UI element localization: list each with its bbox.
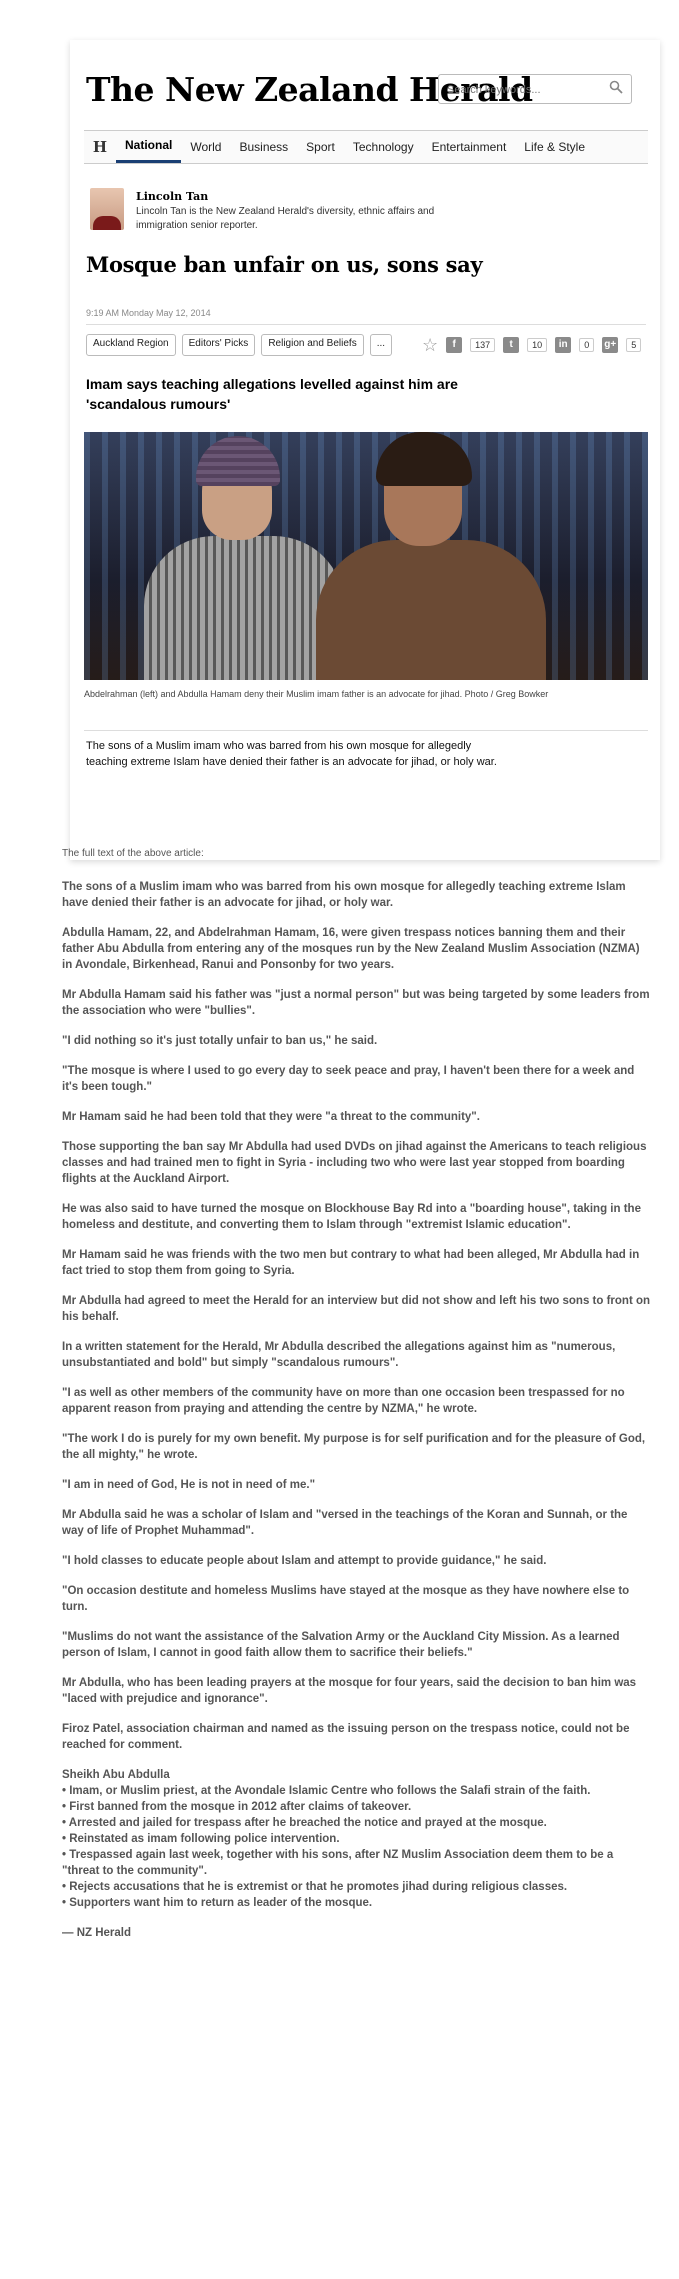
paragraph: Mr Abdulla Hamam said his father was "just a normal person" but was being targeted by some leaders from the association who were "bullies". [62, 989, 650, 1017]
paragraph: Abdulla Hamam, 22, and Abdelrahman Hamam, 16, were given trespass notices banning them and their father Abu Abdulla from entering any of the mosques run by the New Zealand Muslim Association (NZMA) in Avondale, Birkenhead, Ranui and Ponsonby for two years. [62, 927, 640, 971]
article-date: 9:19 AM Monday May 12, 2014 [86, 308, 211, 318]
nav-item-national[interactable]: National [116, 131, 181, 163]
divider [84, 730, 648, 731]
paragraph: "On occasion destitute and homeless Muslims have stayed at the mosque as they have nowhere else to turn. [62, 1585, 630, 1613]
person-left-shirt [144, 536, 344, 680]
tag-religion-and-beliefs[interactable]: Religion and Beliefs [261, 334, 363, 356]
nav-item-business[interactable]: Business [239, 140, 289, 154]
divider [86, 324, 646, 325]
paragraph: Mr Abdulla said he was a scholar of Islam and "versed in the teachings of the Koran and Sunnah, or the way of life of Prophet Muhammad". [62, 1509, 628, 1537]
linkedin-count: 0 [579, 338, 594, 352]
paragraph: In a written statement for the Herald, Mr Abdulla described the allegations against him as "numerous, unsubstantiated and bold" but simply "scandalous rumours". [62, 1341, 616, 1369]
search-icon[interactable] [609, 80, 623, 94]
star-icon[interactable]: ☆ [422, 335, 439, 355]
facebook-icon[interactable]: f [446, 337, 462, 353]
paragraph: "The work I do is purely for my own benefit. My purpose is for self purification and for the pleasure of God, the all mighty," he wrote. [62, 1433, 646, 1461]
paragraph: Mr Hamam said he was friends with the two men but contrary to what had been alleged, Mr Abdulla had in fact tried to stop them from going to Syria. [62, 1249, 640, 1277]
nav-item-life-style[interactable]: Life & Style [524, 140, 585, 154]
paragraph: Those supporting the ban say Mr Abdulla had used DVDs on jihad against the Americans to teach religious classes and had trained men to fight in Syria - including two who were last year stopped from boarding flights at the Auckland Airport. [62, 1141, 647, 1185]
tag-auckland-region[interactable]: Auckland Region [86, 334, 176, 356]
paragraph: "I am in need of God, He is not in need of me." [62, 1479, 316, 1491]
author-block [90, 188, 630, 238]
paragraph: "I did nothing so it's just totally unfair to ban us," he said. [62, 1035, 378, 1047]
factbox-heading: Sheikh Abu Abdulla [62, 1769, 170, 1781]
signoff: — NZ Herald [62, 1927, 132, 1939]
author-name[interactable]: Lincoln Tan [136, 190, 209, 203]
list-item: • Arrested and jailed for trespass after he breached the notice and prayed at the mosque. [62, 1815, 652, 1831]
tag-more-button[interactable]: ... [370, 334, 392, 356]
paragraph: "Muslims do not want the assistance of the Salvation Army or the Auckland City Mission. As a learned person of Islam, I cannot in good faith allow them to sacrifice their beliefs." [62, 1631, 620, 1659]
twitter-icon[interactable]: t [503, 337, 519, 353]
full-text-intro: The full text of the above article: [62, 848, 204, 859]
author-description: Lincoln Tan is the New Zealand Herald's diversity, ethnic affairs and immigration senior reporter. [136, 206, 435, 231]
list-item: • Rejects accusations that he is extremist or that he promotes jihad during religious classes. [62, 1879, 652, 1895]
paragraph: Mr Abdulla had agreed to meet the Herald for an interview but did not show and left his two sons to front on his behalf. [62, 1295, 651, 1323]
list-item: • First banned from the mosque in 2012 after claims of takeover. [62, 1799, 652, 1815]
article-title: Mosque ban unfair on us, sons say [86, 252, 483, 277]
nav-item-technology[interactable]: Technology [352, 140, 414, 154]
facebook-count: 137 [470, 338, 495, 352]
social-bar [422, 334, 641, 356]
linkedin-icon[interactable]: in [555, 337, 571, 353]
paragraph: Mr Hamam said he had been told that they were "a threat to the community". [62, 1111, 480, 1123]
list-item: • Trespassed again last week, together with his sons, after NZ Muslim Association deem them to be a "threat to the community". [62, 1847, 652, 1879]
author-avatar[interactable] [90, 188, 124, 230]
googleplus-icon[interactable]: g+ [602, 337, 618, 353]
factbox-list [62, 1783, 652, 1911]
paragraph: The sons of a Muslim imam who was barred from his own mosque for allegedly teaching extreme Islam have denied their father is an advocate for jihad, or holy war. [62, 881, 626, 909]
googleplus-count: 5 [626, 338, 641, 352]
article-card [70, 40, 660, 860]
sheikh-factbox [62, 1767, 652, 1911]
article-photo[interactable] [84, 432, 648, 680]
list-item: • Imam, or Muslim priest, at the Avondale Islamic Centre who follows the Salafi strain of the faith. [62, 1783, 652, 1799]
paragraph: He was also said to have turned the mosque on Blockhouse Bay Rd into a "boarding house", taking in the homeless and destitute, and converting them to Islam through "extremist Islamic education". [62, 1203, 641, 1231]
paragraph: "The mosque is where I used to go every day to seek peace and pray, I haven't been there for a week and it's been tough." [62, 1065, 635, 1093]
home-logo-icon[interactable]: H [92, 138, 108, 156]
tag-list [86, 334, 392, 356]
paragraph: "I as well as other members of the community have on more than one occasion been trespassed for no apparent reason from praying and attending the centre by NZMA," he wrote. [62, 1387, 625, 1415]
search-input[interactable] [445, 76, 599, 104]
full-text-section [62, 848, 652, 1955]
nav-item-sport[interactable]: Sport [306, 140, 335, 154]
list-item: • Supporters want him to return as leader of the mosque. [62, 1895, 652, 1911]
masthead-logo[interactable]: The New Zealand Herald [86, 70, 533, 109]
photo-caption: Abdelrahman (left) and Abdulla Hamam deny their Muslim imam father is an advocate for jihad. Photo / Greg Bowker [84, 689, 549, 699]
paragraph: "I hold classes to educate people about Islam and attempt to provide guidance," he said. [62, 1555, 547, 1567]
article-standfirst: Imam says teaching allegations levelled against him are 'scandalous rumours' [86, 376, 458, 412]
search-box[interactable] [438, 74, 632, 104]
twitter-count: 10 [527, 338, 547, 352]
article-lead: The sons of a Muslim imam who was barred from his own mosque for allegedly teaching extreme Islam have denied their father is an advocate for jihad, or holy war. [86, 740, 497, 768]
paragraph: Firoz Patel, association chairman and named as the issuing person on the trespass notice, could not be reached for comment. [62, 1723, 630, 1751]
list-item: • Reinstated as imam following police intervention. [62, 1831, 652, 1847]
paragraph: Mr Abdulla, who has been leading prayers at the mosque for four years, said the decision to ban him was "laced with prejudice and ignorance". [62, 1677, 637, 1705]
person-right-shirt [316, 540, 546, 680]
nav-item-entertainment[interactable]: Entertainment [431, 140, 507, 154]
main-nav [84, 130, 648, 164]
tag-editors-picks[interactable]: Editors' Picks [182, 334, 256, 356]
nav-item-world[interactable]: World [190, 140, 222, 154]
